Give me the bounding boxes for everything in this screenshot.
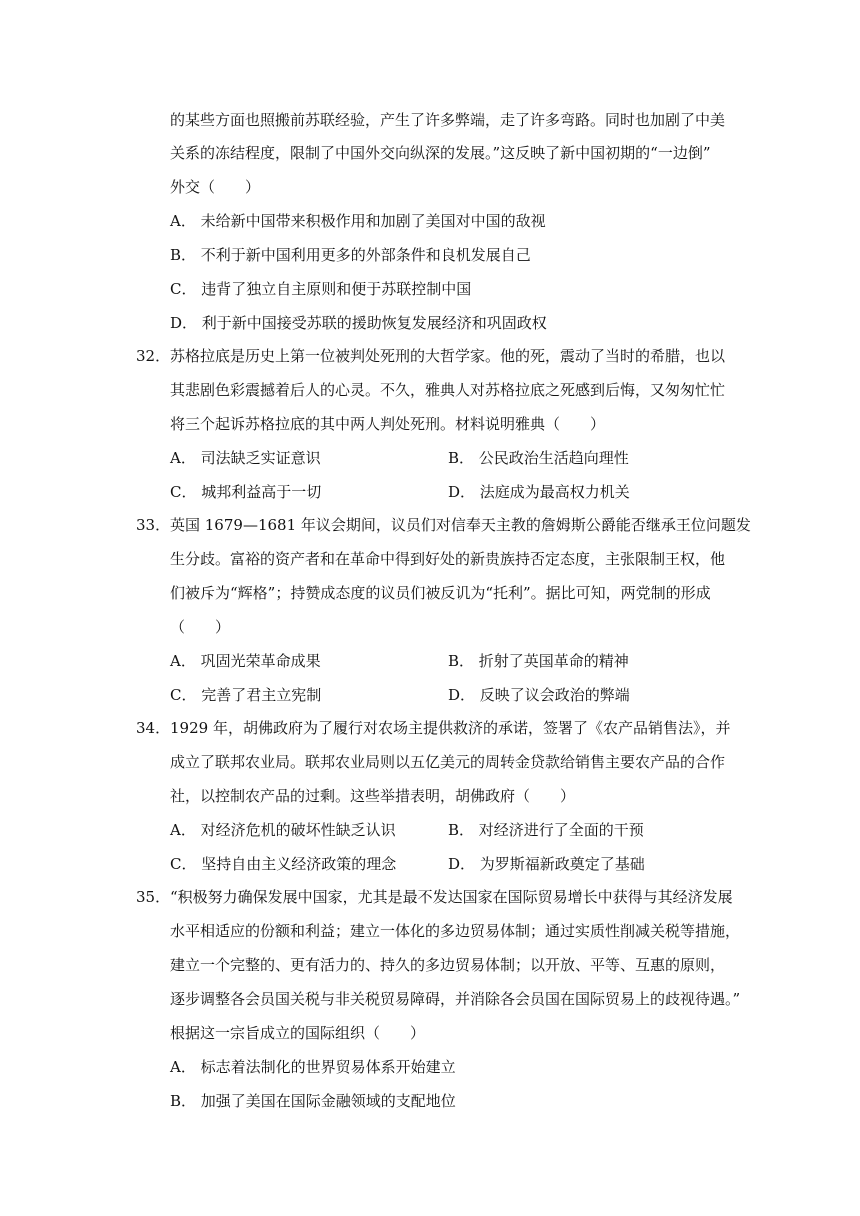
- q32-option-c: C． 城邦利益高于一切: [170, 483, 322, 501]
- q34-option-d: D． 为罗斯福新政奠定了基础: [448, 855, 645, 873]
- q33-option-a: A． 巩固光荣革命成果: [170, 652, 321, 670]
- q31-stem-line-2: 关系的冻结程度，限制了中国外交向纵深的发展。”这反映了新中国初期的“一边倒”: [170, 144, 711, 162]
- q33-number: 33．: [136, 516, 171, 534]
- q35-option-b: B． 加强了美国在国际金融领域的支配地位: [170, 1092, 456, 1110]
- q33-option-c: C． 完善了君主立宪制: [170, 686, 322, 704]
- q34-stem-line-2: 成立了联邦农业局。联邦农业局则以五亿美元的周转金贷款给销售主要农产品的合作: [170, 753, 726, 771]
- q33-stem-line-2: 生分歧。富裕的资产者和在革命中得到好处的新贵族持否定态度，主张限制王权，他: [170, 550, 726, 568]
- q33-option-d: D． 反映了议会政治的弊端: [448, 686, 630, 704]
- q31-option-b: B． 不利于新中国利用更多的外部条件和良机发展自己: [170, 246, 531, 264]
- q32-number: 32．: [136, 347, 171, 365]
- q31-stem-line-1: 的某些方面也照搬前苏联经验，产生了许多弊端，走了许多弯路。同时也加剧了中美: [170, 111, 726, 129]
- q34-stem-line-1: 1929 年，胡佛政府为了履行对农场主提供救济的承诺，签署了《农产品销售法》，并: [170, 719, 731, 737]
- q34-option-c: C． 坚持自由主义经济政策的理念: [170, 855, 397, 873]
- q35-stem-line-5: 根据这一宗旨成立的国际组织（ ）: [170, 1024, 426, 1042]
- q34-option-a: A． 对经济危机的破坏性缺乏认识: [170, 821, 396, 839]
- q32-option-d: D． 法庭成为最高权力机关: [448, 483, 630, 501]
- q35-stem-line-1: “积极努力确保发展中国家，尤其是最不发达国家在国际贸易增长中获得与其经济发展: [170, 888, 733, 906]
- q35-number: 35．: [136, 888, 171, 906]
- q34-number: 34．: [136, 719, 171, 737]
- q34-stem-line-3: 社，以控制农产品的过剩。这些举措表明，胡佛政府（ ）: [170, 787, 576, 805]
- q34-option-b: B． 对经济进行了全面的干预: [448, 821, 644, 839]
- q35-stem-line-2: 水平相适应的份额和利益；建立一体化的多边贸易体制；通过实质性削减关税等措施，: [170, 922, 741, 940]
- q31-option-c: C． 违背了独立自主原则和便于苏联控制中国: [170, 280, 472, 298]
- q33-option-b: B． 折射了英国革命的精神: [448, 652, 629, 670]
- q35-stem-line-3: 建立一个完整的、更有活力的、持久的多边贸易体制；以开放、平等、互惠的原则，: [170, 956, 726, 974]
- q31-option-d: D． 利于新中国接受苏联的援助恢复发展经济和巩固政权: [170, 314, 547, 332]
- q32-option-a: A． 司法缺乏实证意识: [170, 449, 321, 467]
- q31-option-a: A． 未给新中国带来积极作用和加剧了美国对中国的敌视: [170, 212, 546, 230]
- q32-option-b: B． 公民政治生活趋向理性: [448, 449, 629, 467]
- q31-stem-line-3: 外交（ ）: [170, 178, 261, 196]
- q32-stem-line-2: 其悲剧色彩震撼着后人的心灵。不久，雅典人对苏格拉底之死感到后悔，又匆匆忙忙: [170, 381, 726, 399]
- q33-stem-line-3: 们被斥为“辉格”；持赞成态度的议员们被反讥为“托利”。据比可知，两党制的形成: [170, 584, 711, 602]
- q35-option-a: A． 标志着法制化的世界贸易体系开始建立: [170, 1058, 456, 1076]
- q35-stem-line-4: 逐步调整各会员国关税与非关税贸易障碍，并消除各会员国在国际贸易上的歧视待遇。”: [170, 990, 741, 1008]
- q32-stem-line-1: 苏格拉底是历史上第一位被判处死刑的大哲学家。他的死，震动了当时的希腊，也以: [170, 347, 726, 365]
- q32-stem-line-3: 将三个起诉苏格拉底的其中两人判处死刑。材料说明雅典（ ）: [170, 415, 606, 433]
- q33-stem-line-1: 英国 1679—1681 年议会期间，议员们对信奉天主教的詹姆斯公爵能否继承王位问题发: [170, 516, 751, 534]
- q33-stem-line-4: （ ）: [170, 618, 231, 636]
